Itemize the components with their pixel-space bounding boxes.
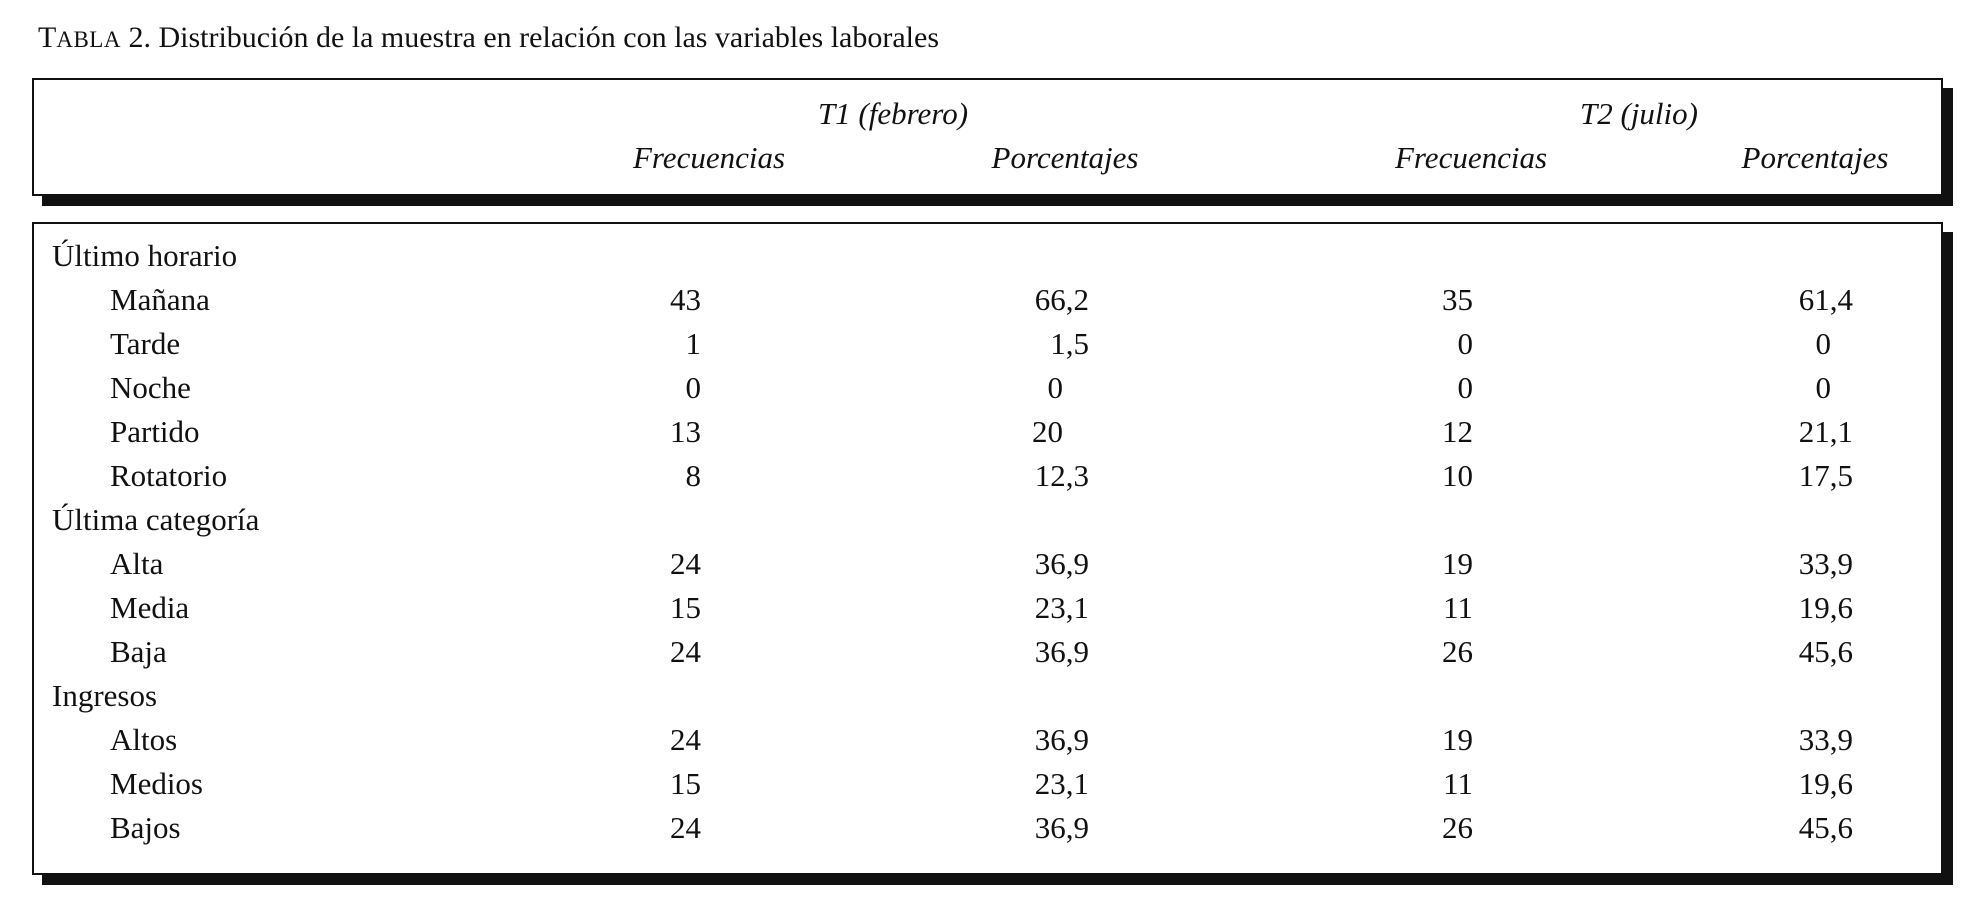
caption-label-first: T	[38, 21, 57, 54]
cell-t1-pct: 12,3	[1034, 458, 1089, 493]
row-label: Altos	[110, 722, 178, 757]
row-label: Mañana	[110, 282, 210, 317]
cell-t2-pct: 19,6	[1798, 590, 1853, 625]
group-header-t1: T1 (febrero)	[817, 96, 969, 131]
cell-t2-pct: 21,1	[1798, 414, 1853, 449]
column-header-t2-frecuencias: Frecuencias	[1394, 140, 1548, 175]
row-label: Rotatorio	[110, 458, 228, 493]
cell-t2-freq: 11	[1443, 766, 1473, 801]
cell-t2-pct: 17,5	[1798, 458, 1853, 493]
cell-t2-pct: 0	[1815, 370, 1831, 405]
caption-number: 2.	[128, 21, 151, 54]
cell-t2-pct: 33,9	[1798, 546, 1853, 581]
cell-t2-freq: 35	[1442, 282, 1473, 317]
cell-t1-pct: 1,5	[1050, 326, 1089, 361]
row-label: Noche	[110, 370, 191, 405]
caption-text: Distribución de la muestra en relación con las variables laborales	[158, 21, 939, 54]
cell-t2-pct: 0	[1815, 326, 1831, 361]
cell-t1-pct: 36,9	[1034, 634, 1089, 669]
column-header-t1-frecuencias: Frecuencias	[632, 140, 786, 175]
cell-t1-freq: 24	[670, 634, 701, 669]
row-label: Medios	[110, 766, 203, 801]
cell-t2-freq: 26	[1442, 634, 1473, 669]
cell-t1-pct: 23,1	[1034, 766, 1089, 801]
column-header-t1-porcentajes: Porcentajes	[991, 140, 1139, 175]
cell-t1-freq: 0	[685, 370, 701, 405]
cell-t1-freq: 13	[670, 414, 701, 449]
section-title-ultima-categoria: Última categoría	[52, 502, 260, 537]
cell-t2-freq: 19	[1442, 546, 1473, 581]
cell-t1-pct: 0	[1047, 370, 1063, 405]
cell-t2-pct: 45,6	[1798, 634, 1853, 669]
cell-t1-pct: 36,9	[1034, 722, 1089, 757]
cell-t2-pct: 61,4	[1798, 282, 1853, 317]
cell-t2-pct: 45,6	[1798, 810, 1853, 845]
cell-t1-freq: 24	[670, 810, 701, 845]
cell-t1-freq: 24	[670, 722, 701, 757]
cell-t2-freq: 0	[1457, 326, 1473, 361]
cell-t1-freq: 15	[670, 766, 701, 801]
cell-t1-freq: 8	[685, 458, 701, 493]
row-label: Partido	[110, 414, 200, 449]
cell-t2-freq: 11	[1443, 590, 1473, 625]
row-label: Bajos	[110, 810, 181, 845]
cell-t1-pct: 20	[1032, 414, 1063, 449]
cell-t1-freq: 24	[670, 546, 701, 581]
cell-t2-freq: 26	[1442, 810, 1473, 845]
row-label: Baja	[110, 634, 167, 669]
cell-t1-freq: 43	[670, 282, 701, 317]
cell-t2-freq: 10	[1442, 458, 1473, 493]
cell-t1-pct: 36,9	[1034, 810, 1089, 845]
cell-t1-pct: 36,9	[1034, 546, 1089, 581]
cell-t1-pct: 23,1	[1034, 590, 1089, 625]
row-label: Tarde	[110, 326, 181, 361]
row-label: Media	[110, 590, 190, 625]
caption-label-rest: ABLA	[56, 27, 121, 52]
table-body-box	[32, 222, 1943, 875]
cell-t2-freq: 0	[1457, 370, 1473, 405]
cell-t1-freq: 15	[670, 590, 701, 625]
column-header-t2-porcentajes: Porcentajes	[1741, 140, 1889, 175]
row-label: Alta	[110, 546, 164, 581]
cell-t2-pct: 33,9	[1798, 722, 1853, 757]
section-title-ingresos: Ingresos	[52, 678, 158, 713]
table-header-box	[32, 78, 1943, 196]
section-title-ultimo-horario: Último horario	[52, 238, 238, 273]
cell-t2-freq: 12	[1442, 414, 1473, 449]
table-caption	[38, 18, 939, 60]
cell-t2-freq: 19	[1442, 722, 1473, 757]
group-header-t2: T2 (julio)	[1580, 96, 1698, 131]
cell-t1-freq: 1	[685, 326, 701, 361]
cell-t1-pct: 66,2	[1034, 282, 1089, 317]
cell-t2-pct: 19,6	[1798, 766, 1853, 801]
